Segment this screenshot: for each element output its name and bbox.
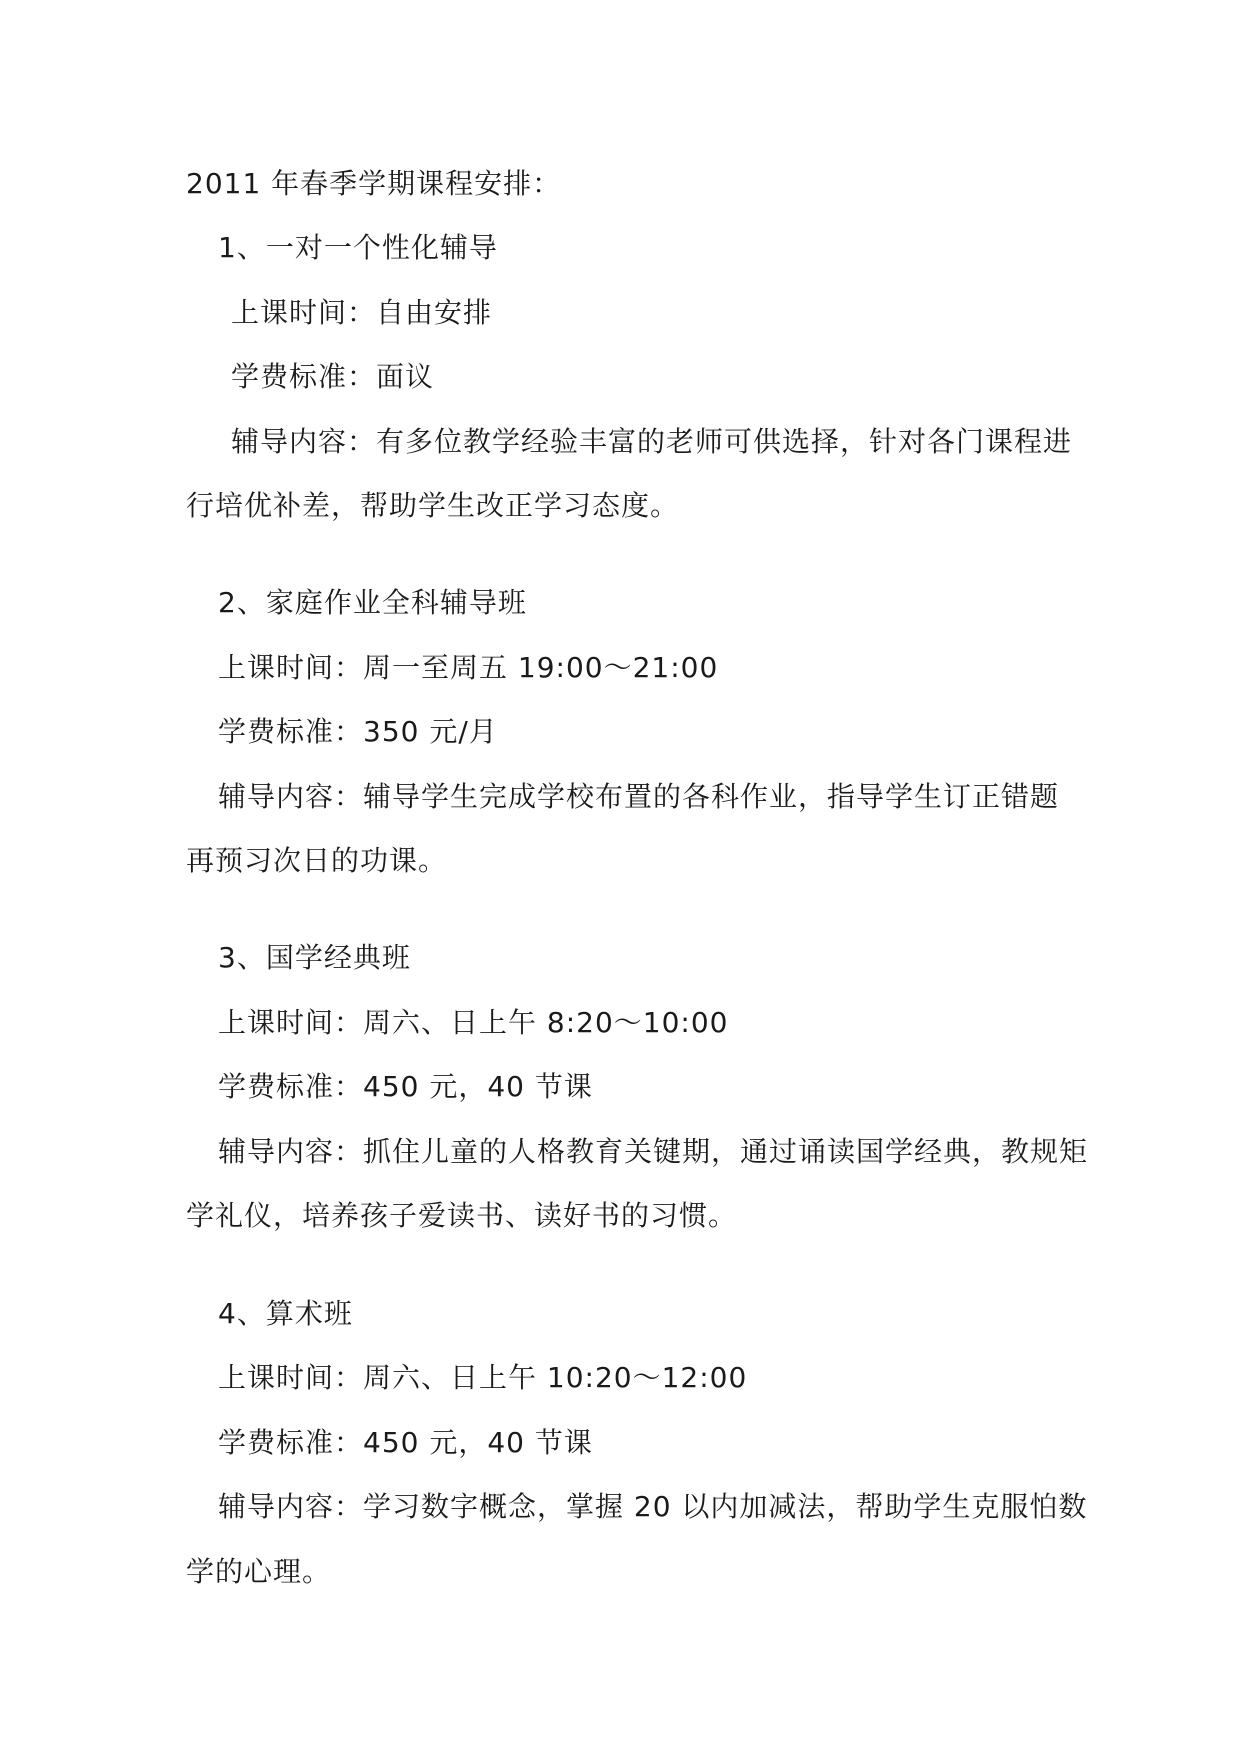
document-title: 2011 年春季学期课程安排： — [186, 167, 562, 200]
section-4-content-line2: 学的心理。 — [186, 1555, 332, 1588]
section-2-heading: 2、家庭作业全科辅导班 — [218, 586, 527, 619]
section-1-time: 上课时间：自由安排 — [231, 296, 493, 329]
section-3-time: 上课时间：周六、日上午 8:20～10:00 — [218, 1006, 729, 1039]
section-1-fee: 学费标准：面议 — [231, 360, 435, 393]
section-2-time: 上课时间：周一至周五 19:00～21:00 — [218, 651, 719, 684]
section-2-content-line1: 辅导内容：辅导学生完成学校布置的各科作业，指导学生订正错题 — [218, 780, 1060, 813]
section-1-content-line2: 行培优补差，帮助学生改正学习态度。 — [186, 489, 680, 522]
section-3-fee: 学费标准：450 元，40 节课 — [218, 1070, 593, 1103]
section-3-content-line2: 学礼仪，培养孩子爱读书、读好书的习惯。 — [186, 1199, 738, 1232]
section-2-content-line2: 再预习次日的功课。 — [186, 844, 448, 877]
section-4-heading: 4、算术班 — [218, 1297, 353, 1330]
section-3-heading: 3、国学经典班 — [218, 941, 411, 974]
section-4-fee: 学费标准：450 元，40 节课 — [218, 1426, 593, 1459]
section-4-time: 上课时间：周六、日上午 10:20～12:00 — [218, 1361, 748, 1394]
section-2-fee: 学费标准：350 元/月 — [218, 715, 498, 748]
section-3-content-line1: 辅导内容：抓住儿童的人格教育关键期，通过诵读国学经典，教规矩 — [218, 1135, 1089, 1168]
section-1-heading: 1、一对一个性化辅导 — [218, 231, 498, 264]
section-4-content-line1: 辅导内容：学习数字概念，掌握 20 以内加减法，帮助学生克服怕数 — [218, 1490, 1088, 1523]
section-1-content-line1: 辅导内容：有多位教学经验丰富的老师可供选择，针对各门课程进 — [231, 425, 1073, 458]
